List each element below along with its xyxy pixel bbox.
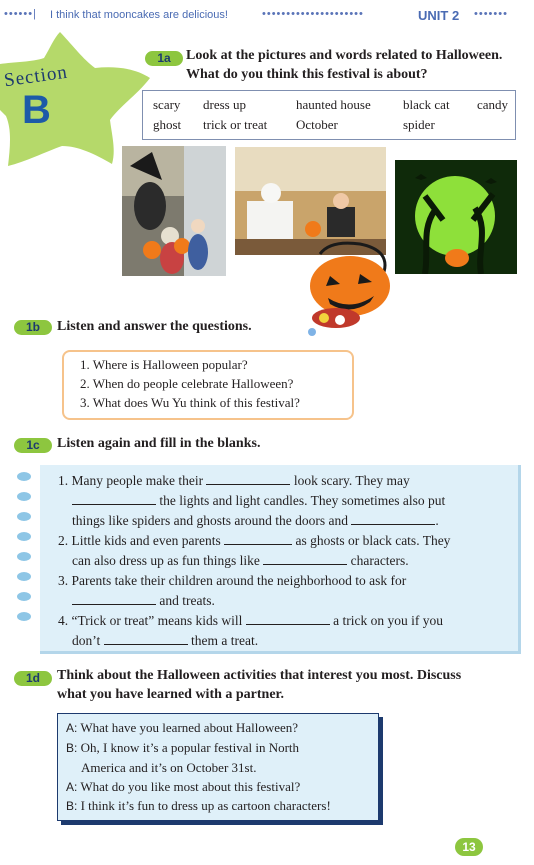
line-text: the lights and light candles. They sometimes also put	[159, 493, 446, 508]
badge-1b: 1b	[14, 320, 52, 335]
dialog-text: I think it’s fun to dress up as cartoon characters!	[80, 798, 331, 813]
text-line	[72, 633, 258, 649]
dialog-text: What have you learned about Halloween?	[80, 720, 299, 735]
line-text: characters.	[350, 553, 409, 568]
blank[interactable]	[351, 524, 435, 525]
blank[interactable]	[224, 544, 292, 545]
line-text: 2. Little kids and even parents	[58, 533, 221, 548]
text-line	[58, 533, 450, 549]
text-line: 3. Parents take their children around the neighborhood to ask for	[58, 573, 407, 588]
dialog-box	[57, 713, 379, 821]
spooky-forest-illustration	[395, 160, 517, 274]
instruction-1b: Listen and answer the questions.	[57, 319, 252, 334]
trick-or-treat-photo	[122, 146, 226, 276]
hole	[17, 592, 31, 601]
dialog-text: What do you like most about this festival?	[80, 779, 301, 794]
page-header	[0, 8, 534, 28]
header-dots-right: •••••••	[474, 8, 508, 20]
line-text: don’t	[72, 633, 101, 648]
speaker: B:	[66, 799, 78, 813]
question: 3. What does Wu Yu think of this festival?	[80, 395, 300, 410]
instruction-1c: Listen again and fill in the blanks.	[57, 436, 261, 451]
badge-1d: 1d	[14, 671, 52, 686]
text-line	[58, 473, 410, 489]
dialog-line	[66, 798, 331, 814]
word: black cat	[403, 97, 450, 112]
word: trick or treat	[203, 117, 268, 132]
section-word: Section	[2, 61, 70, 92]
question: 2. When do people celebrate Halloween?	[80, 376, 294, 391]
word: dress up	[203, 97, 246, 112]
word: October	[296, 117, 338, 132]
line-text: 4. “Trick or treat” means kids will	[58, 613, 243, 628]
header-dots-mid: •••••••••••••••••••••	[262, 8, 364, 20]
hole	[17, 532, 31, 541]
line-text: them a treat.	[191, 633, 259, 648]
word: spider	[403, 117, 435, 132]
dialog-line	[81, 760, 256, 776]
badge-1c: 1c	[14, 438, 52, 453]
hole	[17, 572, 31, 581]
line-text: and treats.	[159, 593, 215, 608]
instruction-1d-line1: Think about the Halloween activities that interest you most. Discuss	[57, 668, 462, 683]
blank[interactable]	[72, 504, 156, 505]
instruction-1a-line2: What do you think this festival is about?	[186, 67, 428, 82]
dialog-text: Oh, I know it’s a popular festival in North	[80, 740, 300, 755]
pumpkin-bucket-icon	[300, 232, 400, 342]
word: candy	[477, 97, 509, 112]
binding-holes	[12, 466, 36, 636]
hole	[17, 492, 31, 501]
unit-label: UNIT 2	[418, 8, 460, 23]
dialog-line	[66, 740, 299, 756]
line-text: things like spiders and ghosts around the doors and	[72, 513, 348, 528]
speaker: A:	[66, 721, 78, 735]
dialog-text: America and it’s on October 31st.	[81, 760, 257, 775]
word: scary	[153, 97, 181, 112]
instruction-1a-line1: Look at the pictures and words related to Halloween.	[186, 48, 503, 63]
question: 1. Where is Halloween popular?	[80, 357, 248, 372]
header-dots-left: ••••••|	[4, 8, 37, 20]
blank[interactable]	[246, 624, 330, 625]
text-line	[72, 513, 439, 529]
header-title: I think that mooncakes are delicious!	[50, 9, 228, 21]
text-line	[72, 593, 215, 609]
text-line	[72, 493, 445, 509]
speaker: A:	[66, 780, 78, 794]
word-box	[142, 90, 516, 140]
line-text: can also dress up as fun things like	[72, 553, 260, 568]
word: haunted house	[296, 97, 371, 112]
line-text: as ghosts or black cats. They	[295, 533, 451, 548]
fill-in-box	[40, 465, 521, 654]
text-line	[58, 613, 443, 629]
page-number: 13	[455, 838, 483, 856]
hole	[17, 612, 31, 621]
word: ghost	[153, 117, 182, 132]
instruction-1d-line2: what you have learned with a partner.	[57, 687, 284, 702]
blank[interactable]	[263, 564, 347, 565]
speaker: B:	[66, 741, 78, 755]
line-text: a trick on you if you	[333, 613, 443, 628]
section-letter: B	[22, 88, 51, 132]
line-text: 1. Many people make their	[58, 473, 204, 488]
questions-box	[62, 350, 354, 420]
hole	[17, 552, 31, 561]
line-text: .	[435, 513, 439, 528]
blank[interactable]	[104, 644, 188, 645]
dialog-line	[66, 720, 298, 736]
dialog-line	[66, 779, 300, 795]
hole	[17, 472, 31, 481]
blank[interactable]	[72, 604, 156, 605]
line-text: look scary. They may	[293, 473, 410, 488]
badge-1a: 1a	[145, 51, 183, 66]
text-line	[72, 553, 409, 569]
blank[interactable]	[206, 484, 290, 485]
hole	[17, 512, 31, 521]
